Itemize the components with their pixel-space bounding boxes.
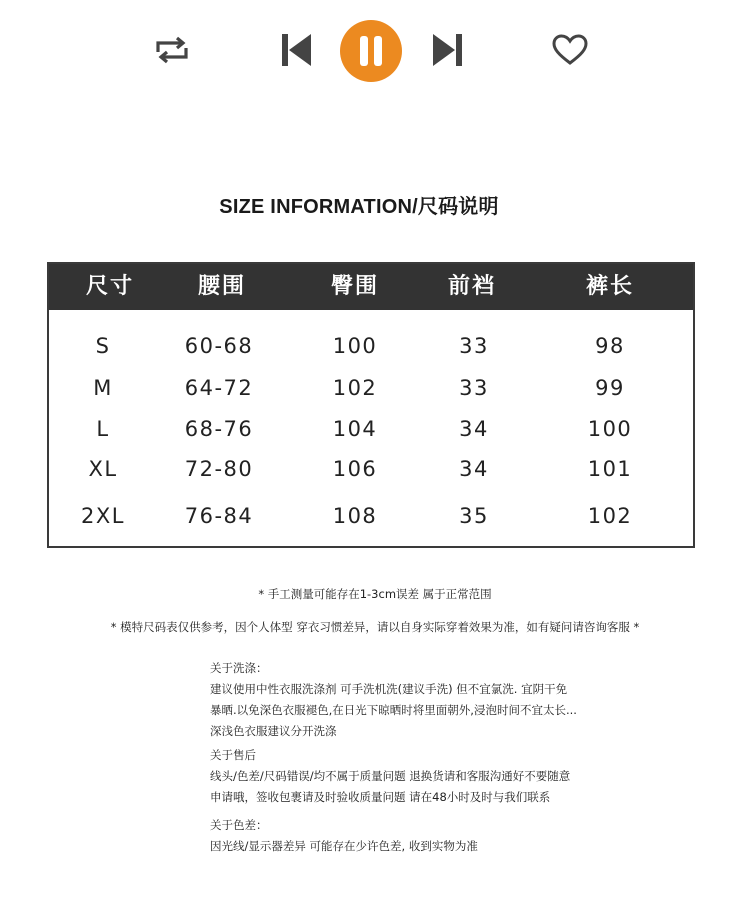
cell-rise: 35	[459, 504, 489, 528]
header-hip: 臀围	[330, 274, 380, 299]
care-line: 因光线/显示器差异 可能存在少许色差, 收到实物为准	[210, 839, 478, 853]
model-size-note: * 模特尺码表仅供参考，因个人体型 穿衣习惯差异，请以自身实际穿着效果为准，如有疑问请咨询客服 *	[110, 620, 640, 634]
cell-rise: 33	[459, 376, 489, 400]
size-table	[47, 262, 695, 548]
cell-hip: 102	[332, 376, 378, 400]
cell-hip: 100	[332, 334, 378, 358]
table-row	[49, 409, 693, 449]
care-section-color	[210, 815, 630, 857]
pause-icon	[340, 20, 402, 82]
table-row	[49, 326, 693, 366]
measurement-note: * 手工测量可能存在1-3cm误差 属于正常范围	[258, 587, 492, 601]
heart-icon[interactable]	[550, 30, 590, 70]
next-icon[interactable]	[430, 31, 464, 69]
care-heading: 关于色差：	[210, 818, 268, 832]
care-line: 深浅色衣服建议分开洗涤	[210, 724, 337, 738]
cell-hip: 106	[332, 457, 378, 481]
cell-hip: 104	[332, 417, 378, 441]
table-row	[49, 449, 693, 489]
pause-button[interactable]	[340, 20, 402, 82]
cell-rise: 33	[459, 334, 489, 358]
cell-rise: 34	[459, 457, 489, 481]
header-length: 裤长	[585, 274, 635, 299]
cell-waist: 64-72	[184, 376, 254, 400]
cell-hip: 108	[332, 504, 378, 528]
cell-waist: 76-84	[184, 504, 254, 528]
cell-size: L	[96, 417, 110, 441]
cell-waist: 68-76	[184, 417, 254, 441]
care-line: 建议使用中性衣服洗涤剂 可手洗机洗(建议手洗) 但不宜氯洗. 宜阴干免	[210, 682, 568, 696]
care-heading: 关于售后	[210, 748, 256, 762]
table-header	[49, 264, 693, 310]
page-title: SIZE INFORMATION/尺码说明	[219, 196, 499, 218]
previous-icon[interactable]	[280, 31, 314, 69]
cell-length: 99	[595, 376, 625, 400]
cell-size: XL	[88, 457, 118, 481]
care-heading: 关于洗涤：	[210, 661, 268, 675]
care-section-washing	[210, 658, 630, 742]
care-line: 申请哦，签收包裹请及时验收质量问题 请在48小时及时与我们联系	[210, 790, 551, 804]
header-waist: 腰围	[197, 274, 247, 299]
cell-length: 102	[587, 504, 633, 528]
cell-length: 98	[595, 334, 625, 358]
cell-size: S	[95, 334, 111, 358]
care-line: 线头/色差/尺码错误/均不属于质量问题 退换货请和客服沟通好不要随意	[210, 769, 571, 783]
care-line: 暴晒.以免深色衣服褪色,在日光下晾晒时将里面朝外,浸泡时间不宜太长...	[210, 703, 577, 717]
cell-size: 2XL	[81, 504, 125, 528]
repeat-icon[interactable]	[152, 30, 192, 70]
header-size: 尺寸	[85, 274, 135, 299]
header-rise: 前裆	[447, 274, 497, 299]
cell-length: 100	[587, 417, 633, 441]
cell-waist: 72-80	[184, 457, 254, 481]
table-row	[49, 496, 693, 536]
cell-length: 101	[587, 457, 633, 481]
cell-rise: 34	[459, 417, 489, 441]
care-section-after-sales	[210, 745, 630, 808]
cell-waist: 60-68	[184, 334, 254, 358]
media-player-bar	[0, 0, 750, 100]
cell-size: M	[93, 376, 113, 400]
table-row	[49, 368, 693, 408]
